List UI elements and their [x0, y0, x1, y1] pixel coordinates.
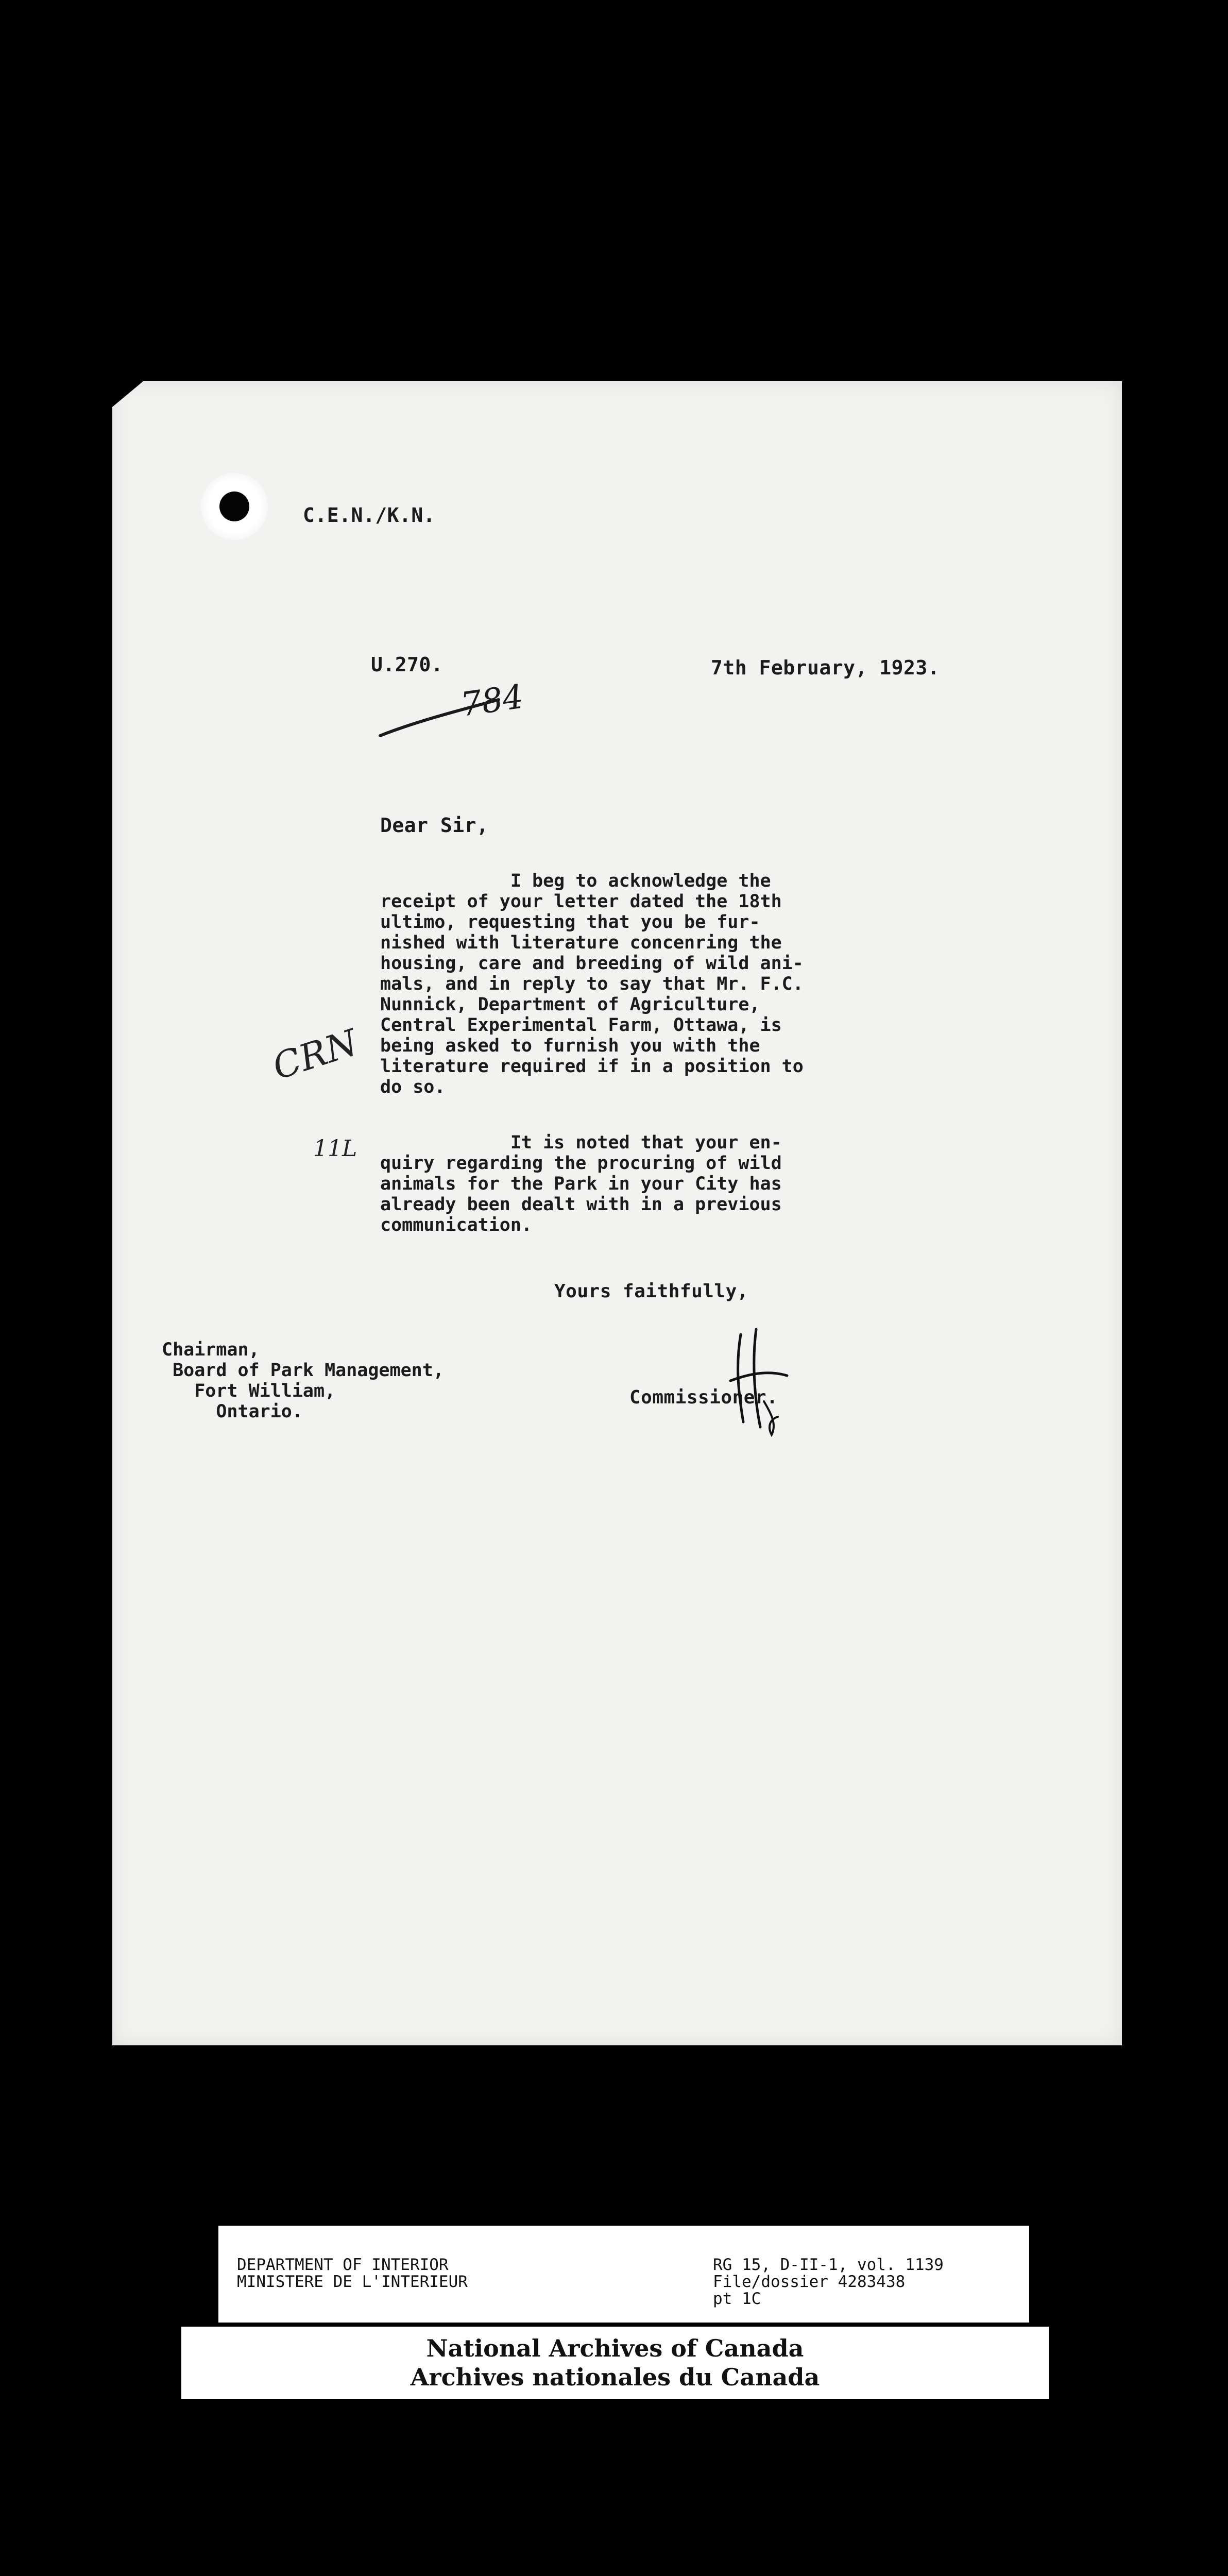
signature-title: Commissioner. — [629, 1387, 778, 1408]
addressee-line: Ontario. — [162, 1401, 303, 1422]
margin-initials: CRN — [267, 1021, 363, 1088]
department-block — [237, 2257, 468, 2291]
paragraph-1-line: Central Experimental Farm, Ottawa, is — [380, 1015, 782, 1036]
institution-line-en: National Archives of Canada — [426, 2334, 804, 2362]
department-line: DEPARTMENT OF INTERIOR — [237, 2256, 449, 2274]
file-mark-text: 784 — [458, 677, 526, 724]
closing: Yours faithfully, — [554, 1281, 748, 1302]
reference-line: RG 15, D-II-1, vol. 1139 — [713, 2256, 944, 2274]
paragraph-1-line: mals, and in reply to say that Mr. F.C. — [380, 974, 804, 994]
paragraph-2-line: It is noted that your en- — [380, 1132, 782, 1153]
punch-hole — [219, 492, 249, 521]
paragraph-1-line: nished with literature concenring the — [380, 933, 782, 953]
paragraph-2-line: already been dealt with in a previous — [380, 1194, 782, 1215]
paragraph-1-line: literature required if in a position to — [380, 1056, 804, 1077]
paragraph-2-line: quiry regarding the procuring of wild — [380, 1153, 782, 1174]
handwritten-file-mark — [370, 659, 555, 752]
file-number: U.270. — [371, 653, 444, 676]
reference-initials: C.E.N./K.N. — [303, 504, 436, 527]
department-line: MINISTERE DE L'INTERIEUR — [237, 2273, 468, 2291]
paragraph-1-line: ultimo, requesting that you be fur- — [380, 912, 760, 933]
paragraph-1-line: being asked to furnish you with the — [380, 1036, 760, 1056]
archive-reference-label — [218, 2226, 1029, 2323]
paragraph-1-line: do so. — [380, 1077, 446, 1097]
archive-institution-label — [181, 2327, 1049, 2399]
addressee-line: Chairman, — [162, 1340, 260, 1360]
paragraph-2-line: animals for the Park in your City has — [380, 1174, 782, 1194]
reference-line: pt 1C — [713, 2290, 761, 2308]
paragraph-1 — [380, 871, 875, 1097]
paragraph-2 — [380, 1132, 875, 1235]
paragraph-2-line: communication. — [380, 1215, 533, 1235]
addressee-line: Fort William, — [162, 1381, 336, 1401]
paragraph-1-line: housing, care and breeding of wild ani- — [380, 953, 804, 974]
paragraph-1-line: Nunnick, Department of Agriculture, — [380, 994, 760, 1015]
letter-date: 7th February, 1923. — [711, 656, 940, 679]
salutation: Dear Sir, — [380, 814, 489, 837]
margin-mark: 11L — [313, 1136, 357, 1162]
paragraph-1-line: receipt of your letter dated the 18th — [380, 891, 782, 912]
addressee-line: Board of Park Management, — [162, 1360, 444, 1381]
reference-block — [713, 2257, 944, 2308]
letter-page — [112, 381, 1122, 2045]
institution-line-fr: Archives nationales du Canada — [410, 2363, 820, 2391]
reference-line: File/dossier 4283438 — [713, 2273, 906, 2291]
handwritten-signature — [720, 1324, 803, 1443]
paragraph-1-line: I beg to acknowledge the — [380, 871, 771, 891]
addressee-block — [162, 1340, 625, 1422]
